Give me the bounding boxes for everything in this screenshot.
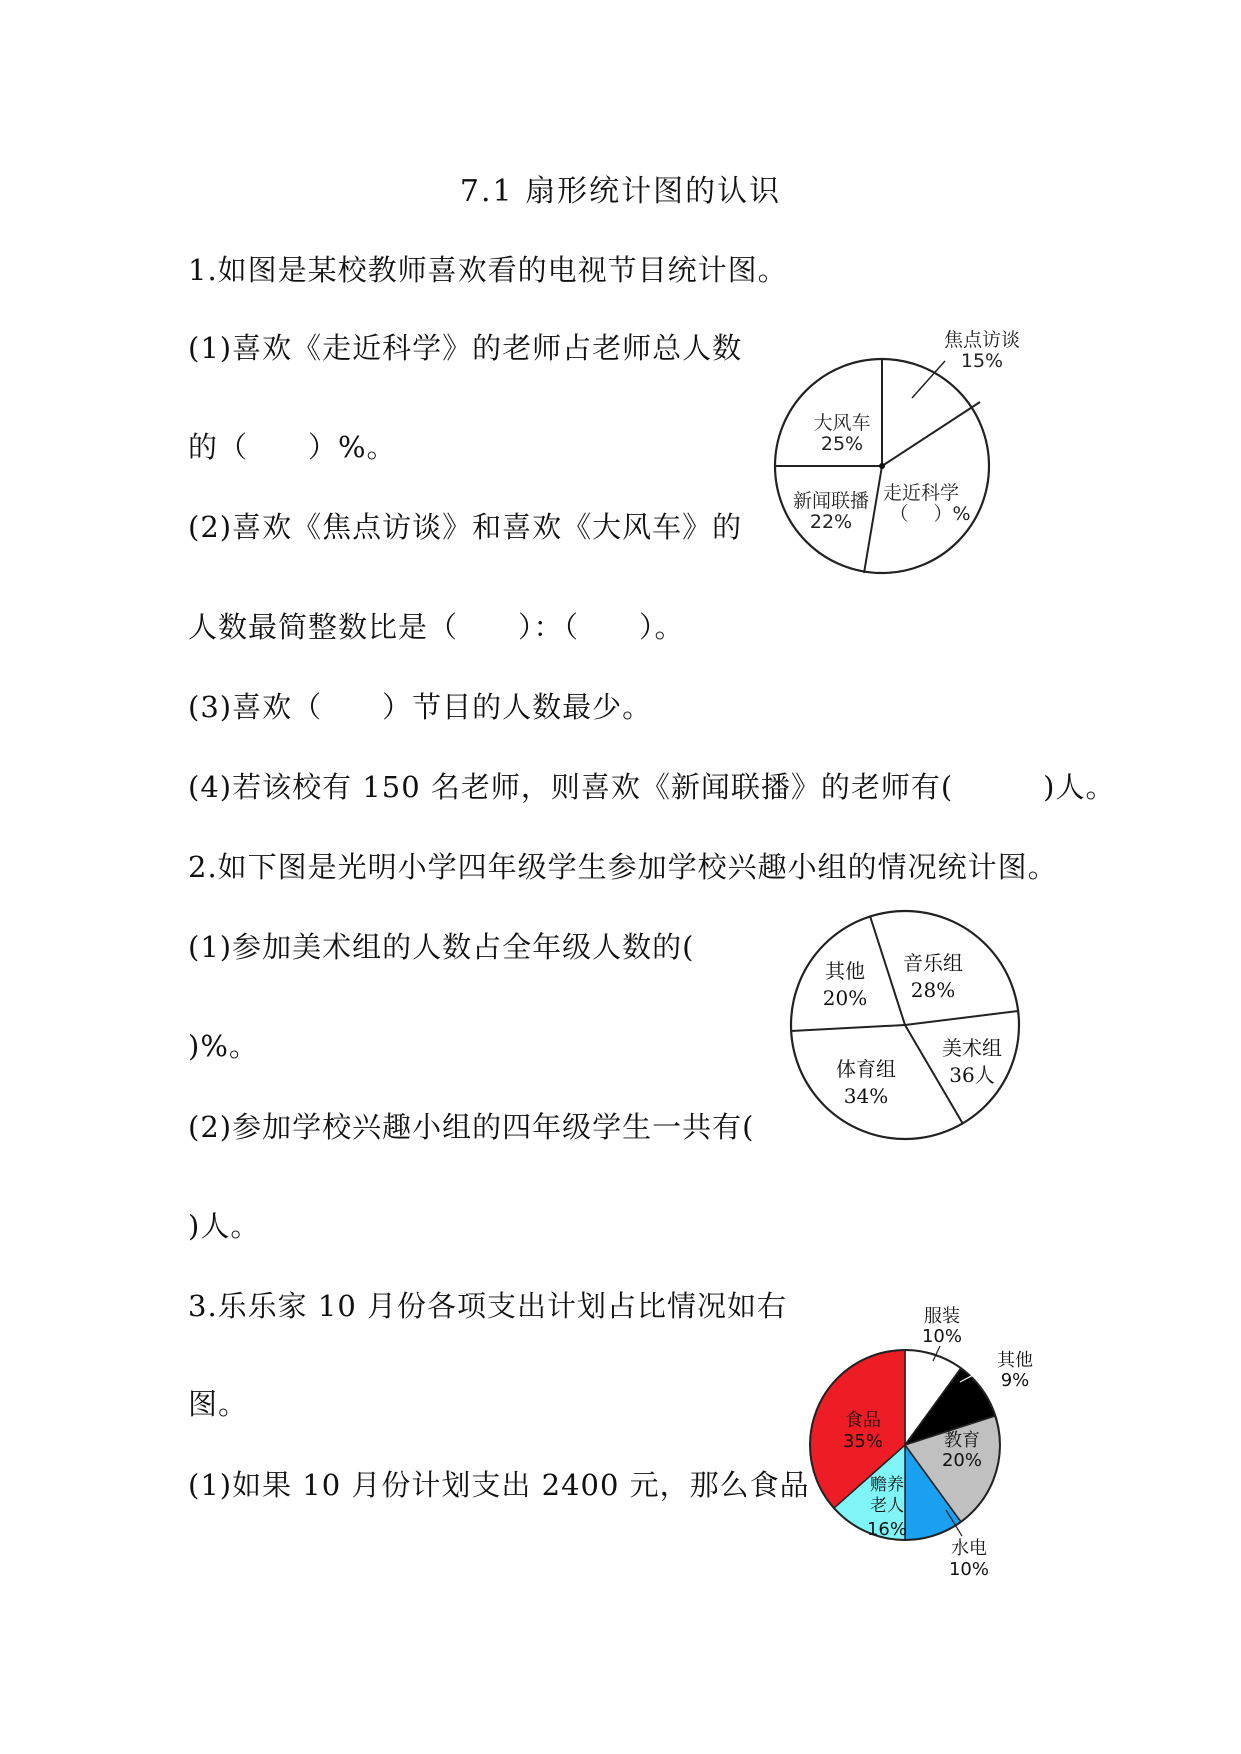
chart3-label-clothing: 服装 <box>924 1306 960 1327</box>
q2-part2-line2: )人。 <box>188 1209 261 1243</box>
q1-part1-line2: 的（ ）%。 <box>188 430 397 464</box>
chart2-label-art: 美术组 <box>942 1036 1002 1060</box>
chart2-value-sports: 34% <box>843 1084 889 1108</box>
chart2-label-sports: 体育组 <box>836 1057 896 1081</box>
q1-part4: (4)若该校有 150 名老师，则喜欢《新闻联播》的老师有( )人。 <box>188 770 1116 804</box>
q3-part1: (1)如果 10 月份计划支出 2400 元，那么食品 <box>188 1468 810 1502</box>
chart2-value-music: 28% <box>910 978 956 1002</box>
chart3-label-education: 教育 <box>944 1430 980 1451</box>
chart2-slices <box>791 911 1019 1139</box>
chart1-label-xinwen: 新闻联播 <box>792 490 870 512</box>
chart1-label-jiaodian: 焦点访谈 <box>943 329 1021 351</box>
q1-part2-line1: (2)喜欢《焦点访谈》和喜欢《大风车》的 <box>188 510 743 544</box>
chart1-slices <box>775 359 989 573</box>
chart3-label-utilities: 水电 <box>951 1538 987 1559</box>
q2-part1-line2: )%。 <box>188 1029 259 1063</box>
chart3-value-clothing: 10% <box>921 1326 963 1347</box>
chart1-value-xinwen: 22% <box>809 511 853 533</box>
pie-chart-tv-programs <box>760 325 1020 585</box>
chart1-label-zoujin: 走近科学 <box>882 482 960 504</box>
q2-stem: 2.如下图是光明小学四年级学生参加学校兴趣小组的情况统计图。 <box>188 850 1058 884</box>
chart1-label-dafengche: 大风车 <box>813 412 871 434</box>
chart1-center-dot <box>879 463 885 469</box>
q2-part2-line1: (2)参加学校兴趣小组的四年级学生一共有( <box>188 1110 755 1144</box>
chart3-value-other: 9% <box>1000 1370 1030 1391</box>
chart3-value-elderly: 16% <box>866 1519 908 1540</box>
chart2-label-other: 其他 <box>825 959 865 983</box>
chart1-value-jiaodian: 15% <box>960 350 1004 372</box>
q3-stem-line1: 3.乐乐家 10 月份各项支出计划占比情况如右 <box>188 1289 788 1323</box>
pie-chart-expenses <box>800 1300 1050 1580</box>
chart1-value-zoujin: （ ）% <box>889 503 971 525</box>
page-title: 7.1 扇形统计图的认识 <box>459 174 782 209</box>
q1-stem: 1.如图是某校教师喜欢看的电视节目统计图。 <box>188 253 788 287</box>
q1-part2-line2: 人数最简整数比是（ ）：（ ）。 <box>188 610 685 644</box>
chart3-value-utilities: 10% <box>948 1559 990 1580</box>
q2-part1-line1: (1)参加美术组的人数占全年级人数的( <box>188 930 695 964</box>
chart2-label-music: 音乐组 <box>903 951 963 975</box>
chart2-value-other: 20% <box>822 986 868 1010</box>
pie-chart-interest-groups <box>785 905 1025 1145</box>
chart2-value-art: 36人 <box>949 1063 995 1087</box>
chart1-value-dafengche: 25% <box>820 433 864 455</box>
chart3-label-other: 其他 <box>997 1350 1033 1371</box>
chart3-label-food: 食品 <box>845 1410 881 1431</box>
chart3-value-education: 20% <box>941 1450 983 1471</box>
chart3-value-food: 35% <box>842 1431 884 1452</box>
chart3-label-elderly: 赡养老人 <box>870 1475 904 1516</box>
q1-part3: (3)喜欢（ ）节目的人数最少。 <box>188 690 653 724</box>
q1-part1-line1: (1)喜欢《走近科学》的老师占老师总人数 <box>188 331 743 365</box>
q3-stem-line2: 图。 <box>188 1387 249 1421</box>
